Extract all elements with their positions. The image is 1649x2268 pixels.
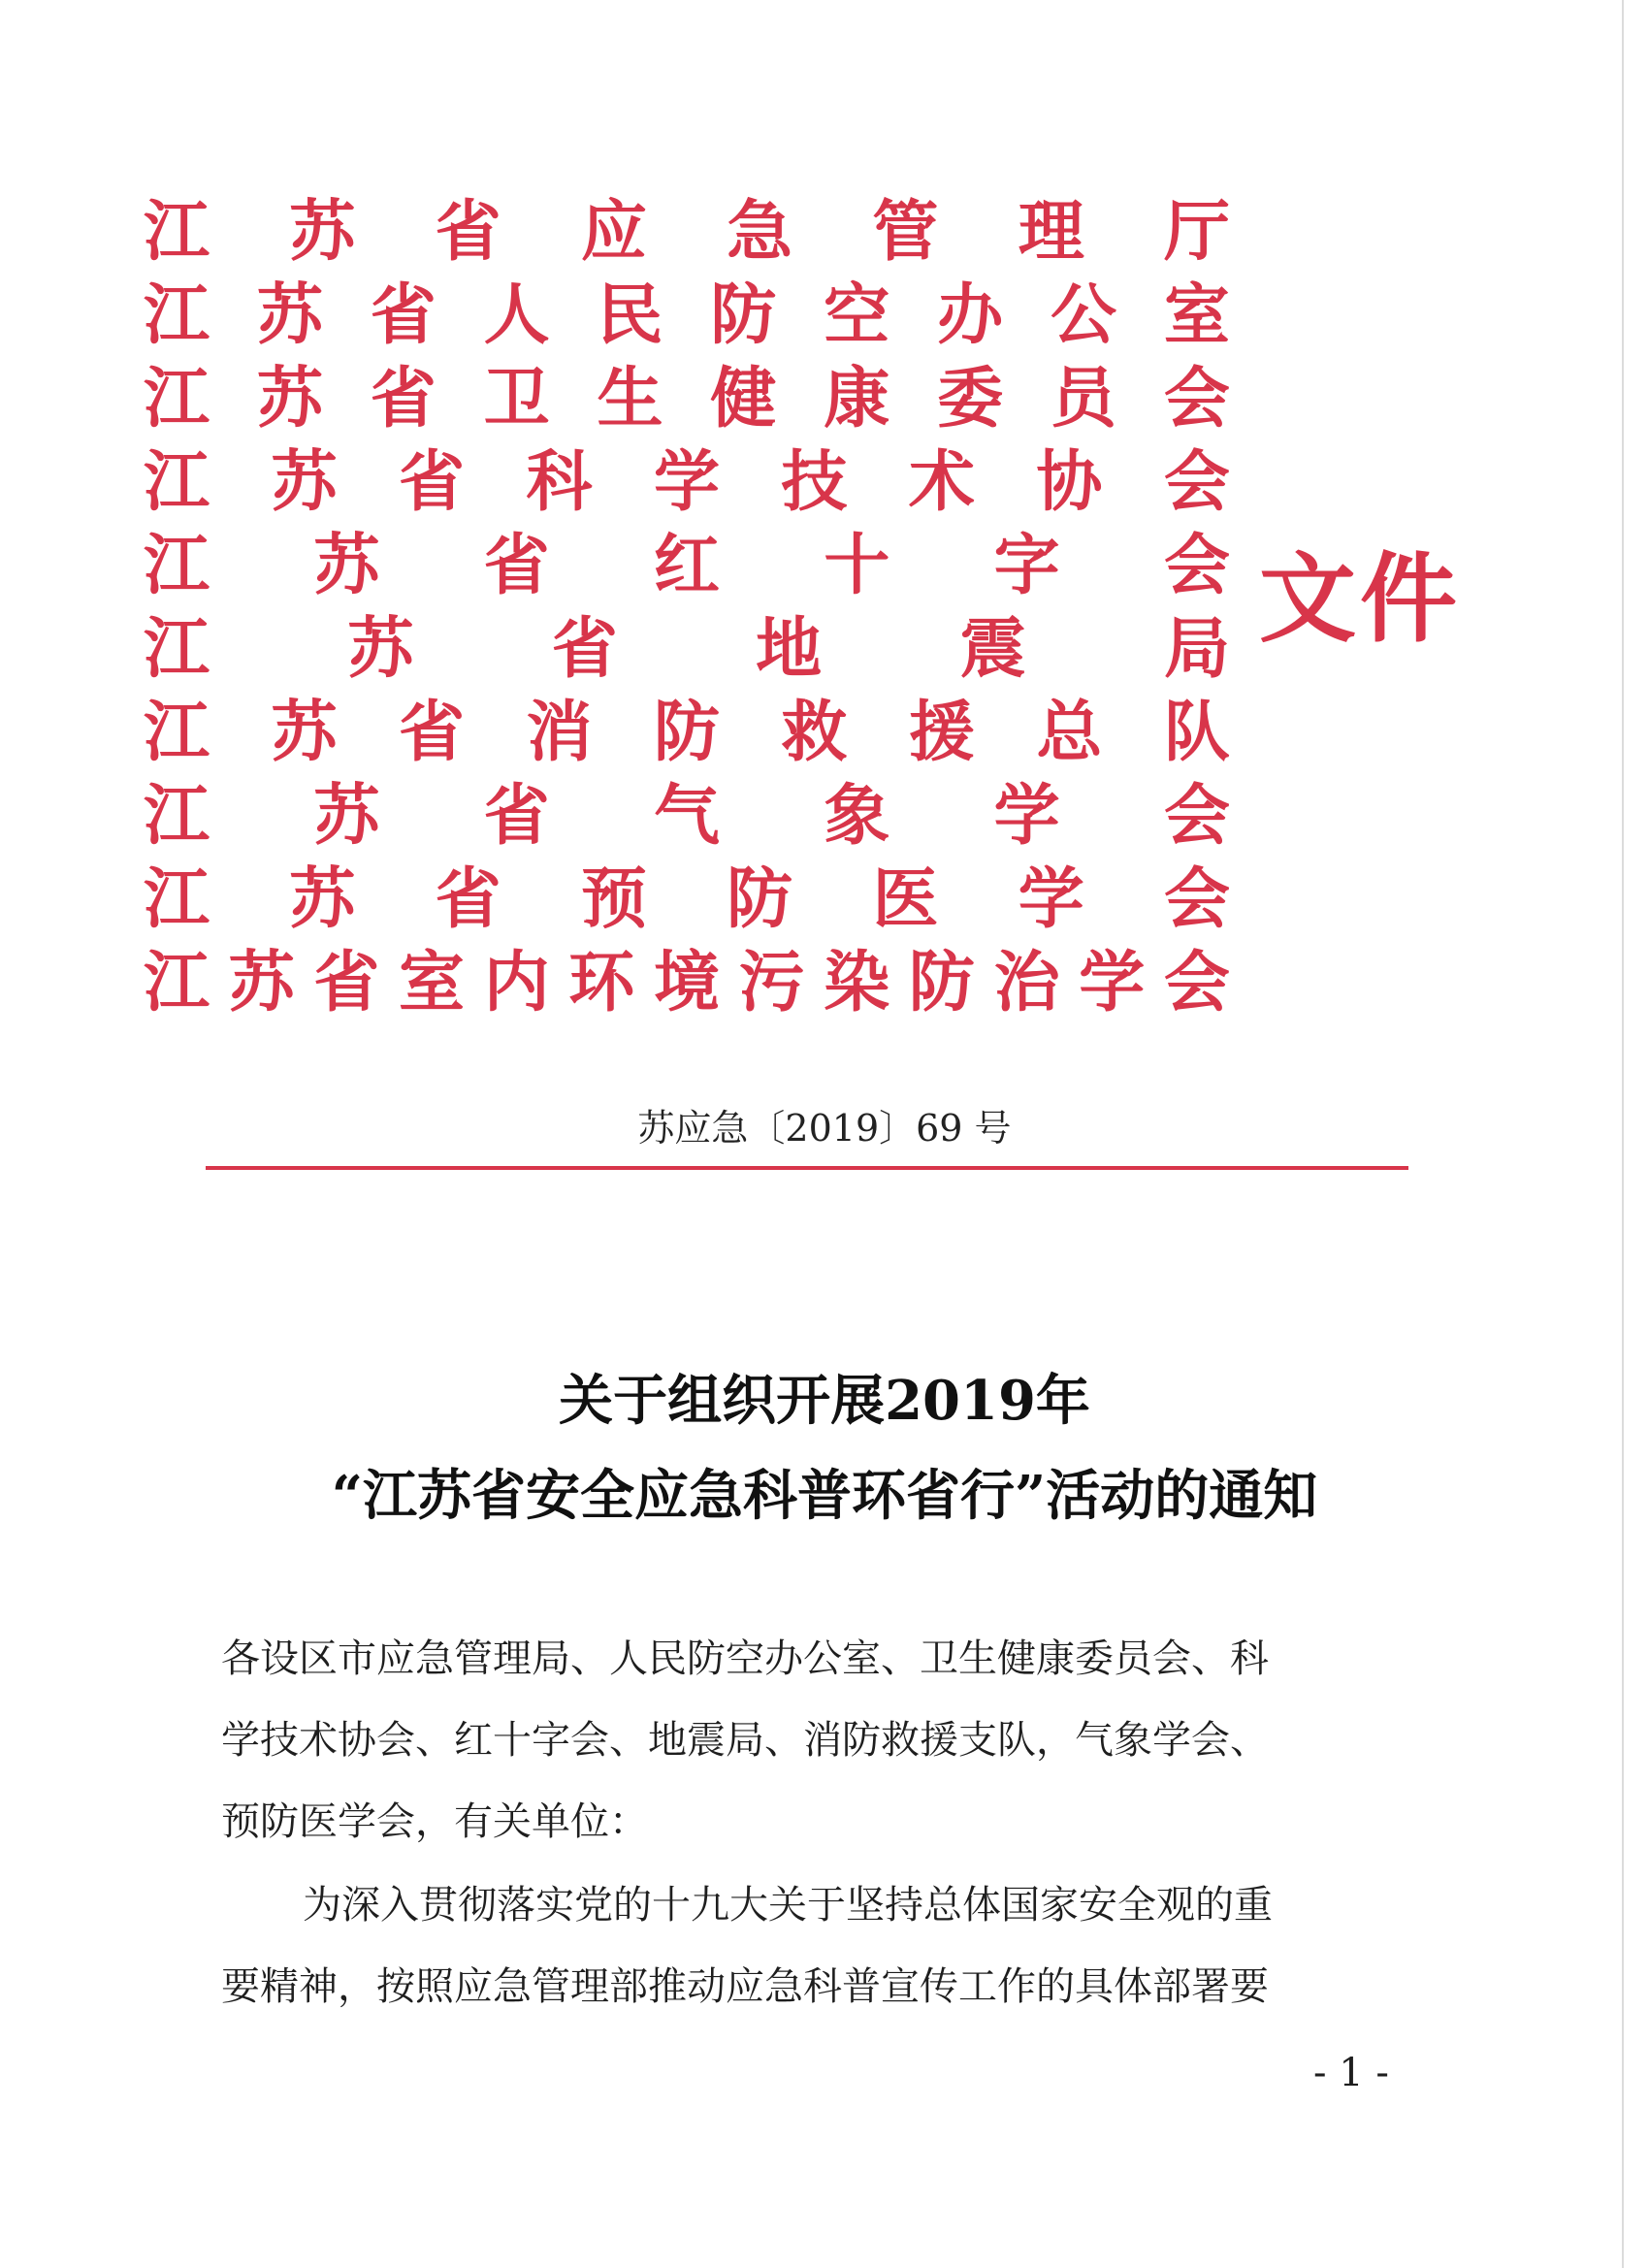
- document-suffix: 文件: [1259, 541, 1461, 656]
- organization-name-char: 健: [710, 360, 777, 437]
- organization-name-char: 空: [824, 276, 890, 354]
- organization-name-char: 苏: [256, 276, 323, 354]
- organization-name-char: 术: [908, 443, 975, 521]
- organization-name-char: 省: [398, 694, 465, 771]
- paragraph-line-1: 为深入贯彻落实党的十九大关于坚持总体国家安全观的重: [303, 1883, 1273, 1928]
- organization-name-char: 室: [1163, 276, 1230, 354]
- organization-name-char: 员: [1051, 360, 1117, 437]
- organization-name-row: [144, 774, 1230, 858]
- organization-name-row: [144, 357, 1230, 440]
- organization-name-char: 会: [1163, 777, 1230, 855]
- organization-name-char: 江: [144, 443, 210, 521]
- organization-name-char: 省: [435, 193, 501, 271]
- organization-name-row: [144, 607, 1230, 691]
- organization-name-char: 卫: [483, 360, 550, 437]
- page-number: - 1 -: [1313, 2051, 1389, 2095]
- organization-name-char: 办: [937, 276, 1004, 354]
- organization-name-char: 人: [483, 276, 550, 354]
- organization-name-char: 会: [1163, 360, 1230, 437]
- organization-name-char: 会: [1163, 944, 1230, 1021]
- organization-name-char: 红: [653, 527, 720, 604]
- organization-name-char: 江: [144, 527, 210, 604]
- organization-name-char: 局: [1163, 610, 1230, 688]
- organization-name-char: 技: [781, 443, 848, 521]
- organization-name-char: 江: [144, 276, 210, 354]
- issuing-organizations: [144, 190, 1230, 1024]
- addressee-line-1: 各设区市应急管理局、人民防空办公室、卫生健康委员会、科: [221, 1636, 1269, 1681]
- organization-name-row: [144, 524, 1230, 607]
- organization-name-char: 厅: [1163, 193, 1230, 271]
- organization-name-char: 江: [144, 777, 210, 855]
- organization-name-char: 江: [144, 694, 210, 771]
- organization-name-char: 委: [937, 360, 1004, 437]
- organization-name-char: 生: [597, 360, 663, 437]
- addressee-line-3: 预防医学会，有关单位：: [221, 1799, 648, 1844]
- organization-name-char: 省: [398, 443, 465, 521]
- organization-name-char: 苏: [347, 610, 414, 688]
- organization-name-char: 室: [398, 944, 465, 1021]
- organization-name-char: 环: [568, 944, 635, 1021]
- organization-name-row: [144, 691, 1230, 774]
- organization-name-char: 江: [144, 610, 210, 688]
- organization-name-char: 会: [1163, 527, 1230, 604]
- organization-name-char: 苏: [289, 193, 356, 271]
- organization-name-char: 总: [1036, 694, 1103, 771]
- organization-name-char: 省: [435, 860, 501, 938]
- organization-name-char: 省: [483, 527, 550, 604]
- title-line-2: “江苏省安全应急科普环省行”活动的通知: [331, 1464, 1318, 1528]
- organization-name-char: 江: [144, 193, 210, 271]
- organization-name-char: 管: [872, 193, 939, 271]
- organization-name-char: 救: [781, 694, 848, 771]
- organization-name-char: 苏: [313, 777, 380, 855]
- organization-name-char: 地: [756, 610, 823, 688]
- organization-name-char: 省: [370, 276, 436, 354]
- organization-name-char: 援: [908, 694, 975, 771]
- organization-name-char: 苏: [256, 360, 323, 437]
- organization-name-char: 境: [653, 944, 720, 1021]
- organization-name-char: 治: [993, 944, 1060, 1021]
- organization-name-row: [144, 190, 1230, 274]
- organization-name-char: 内: [483, 944, 550, 1021]
- organization-name-char: 医: [872, 860, 939, 938]
- organization-name-char: 公: [1051, 276, 1117, 354]
- organization-name-char: 染: [824, 944, 890, 1021]
- organization-name-char: 江: [144, 860, 210, 938]
- organization-name-char: 急: [727, 193, 793, 271]
- organization-name-char: 会: [1163, 860, 1230, 938]
- organization-name-char: 消: [526, 694, 593, 771]
- organization-name-char: 科: [526, 443, 593, 521]
- organization-name-char: 学: [1079, 944, 1146, 1021]
- organization-name-char: 防: [710, 276, 777, 354]
- organization-name-char: 学: [1018, 860, 1084, 938]
- organization-name-char: 苏: [271, 694, 338, 771]
- organization-name-char: 污: [738, 944, 805, 1021]
- organization-name-char: 防: [727, 860, 793, 938]
- organization-name-char: 苏: [271, 443, 338, 521]
- organization-name-char: 省: [551, 610, 618, 688]
- organization-name-char: 苏: [228, 944, 295, 1021]
- organization-name-char: 省: [483, 777, 550, 855]
- organization-name-char: 康: [824, 360, 890, 437]
- organization-name-char: 学: [993, 777, 1060, 855]
- organization-name-char: 防: [653, 694, 720, 771]
- organization-name-char: 象: [824, 777, 890, 855]
- organization-name-char: 苏: [313, 527, 380, 604]
- organization-name-char: 气: [653, 777, 720, 855]
- organization-name-char: 江: [144, 944, 210, 1021]
- organization-name-char: 省: [370, 360, 436, 437]
- organization-name-char: 预: [580, 860, 647, 938]
- organization-name-char: 协: [1036, 443, 1103, 521]
- organization-name-char: 江: [144, 360, 210, 437]
- organization-name-char: 理: [1018, 193, 1084, 271]
- organization-name-char: 字: [993, 527, 1060, 604]
- organization-name-char: 学: [653, 443, 720, 521]
- organization-name-char: 民: [597, 276, 663, 354]
- addressee-line-2: 学技术协会、红十字会、地震局、消防救援支队，气象学会、: [221, 1718, 1269, 1763]
- red-separator-line: [206, 1166, 1408, 1170]
- title-line-1: 关于组织开展2019年: [559, 1369, 1090, 1433]
- organization-name-row: [144, 858, 1230, 941]
- organization-name-row: [144, 274, 1230, 357]
- organization-name-char: 防: [908, 944, 975, 1021]
- organization-name-char: 十: [824, 527, 890, 604]
- paragraph-line-2: 要精神，按照应急管理部推动应急科普宣传工作的具体部署要: [221, 1964, 1269, 2009]
- organization-name-row: [144, 440, 1230, 524]
- organization-name-char: 应: [580, 193, 647, 271]
- organization-name-char: 会: [1163, 443, 1230, 521]
- organization-name-char: 省: [313, 944, 380, 1021]
- organization-name-char: 队: [1163, 694, 1230, 771]
- organization-name-char: 苏: [289, 860, 356, 938]
- document-number: 苏应急〔2019〕69 号: [637, 1107, 1012, 1150]
- organization-name-char: 震: [959, 610, 1026, 688]
- organization-name-row: [144, 941, 1230, 1024]
